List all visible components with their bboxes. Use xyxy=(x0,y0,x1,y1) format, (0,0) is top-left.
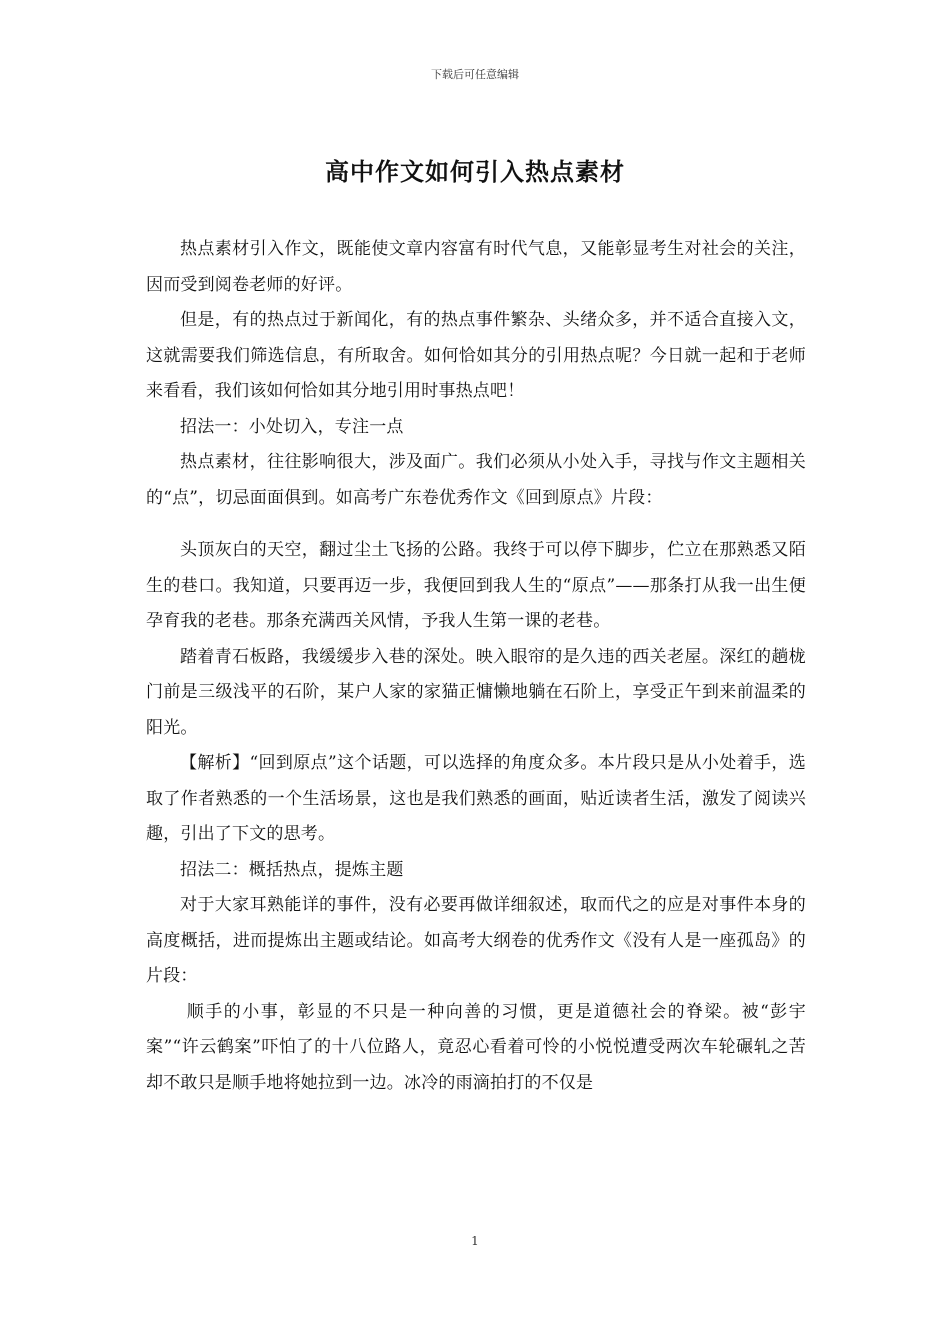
example-two-paragraph: 顺手的小事，彰显的不只是一种向善的习惯，更是道德社会的脊梁。被“彭宇案”“许云鹤案”吓怕了的十八位路人，竟忍心看着可怜的小悦悦遭受两次车轮碾轧之苦却不敢只是顺手地将她拉到一边。冰冷的雨滴拍打的不仅是 xyxy=(146,1001,806,1093)
paragraph-intro: 热点素材引入作文，既能使文章内容富有时代气息，又能彰显考生对社会的关注，因而受到阅卷老师的好评。 xyxy=(146,239,806,295)
example-one-paragraph-2: 踏着青石板路，我缓缓步入巷的深处。映入眼帘的是久违的西关老屋。深红的趟栊门前是三级浅平的石阶，某户人家的家猫正慵懒地躺在石阶上，享受正午到来前温柔的阳光。 xyxy=(146,646,806,738)
method-two-body: 对于大家耳熟能详的事件，没有必要再做详细叙述，取而代之的应是对事件本身的高度概括，进而提炼出主题或结论。如高考大纲卷的优秀作文《没有人是一座孤岛》的片段： xyxy=(146,895,806,986)
analysis-paragraph: 【解析】“回到原点”这个话题，可以选择的角度众多。本片段只是从小处着手，选取了作者熟悉的一个生活场景，这也是我们熟悉的画面，贴近读者生活，激发了阅读兴趣，引出了下文的思考。 xyxy=(146,753,806,844)
method-one-body: 热点素材，往往影响很大，涉及面广。我们必须从小处入手，寻找与作文主题相关的“点”，切忌面面俱到。如高考广东卷优秀作文《回到原点》片段： xyxy=(146,452,806,508)
method-two-heading: 招法二：概括热点，提炼主题 xyxy=(180,859,404,880)
page-number: 1 xyxy=(471,1234,479,1248)
page-header: 下载后可任意编辑 xyxy=(431,68,519,81)
document-body xyxy=(146,232,806,1101)
document-title: 高中作文如何引入热点素材 xyxy=(325,157,625,186)
method-one-heading: 招法一：小处切入，专注一点 xyxy=(180,416,404,437)
example-one-paragraph-1: 头顶灰白的天空，翻过尘土飞扬的公路。我终于可以停下脚步，伫立在那熟悉又陌生的巷口。我知道，只要再迈一步，我便回到我人生的“原点”——那条打从我一出生便孕育我的老巷。那条充满西关风情，予我人生第一课的老巷。 xyxy=(146,540,806,631)
paragraph-problem: 但是，有的热点过于新闻化，有的热点事件繁杂、头绪众多，并不适合直接入文，这就需要我们筛选信息，有所取舍。如何恰如其分的引用热点呢？今日就一起和于老师来看看，我们该如何恰如其分地引用时事热点吧！ xyxy=(146,310,806,401)
